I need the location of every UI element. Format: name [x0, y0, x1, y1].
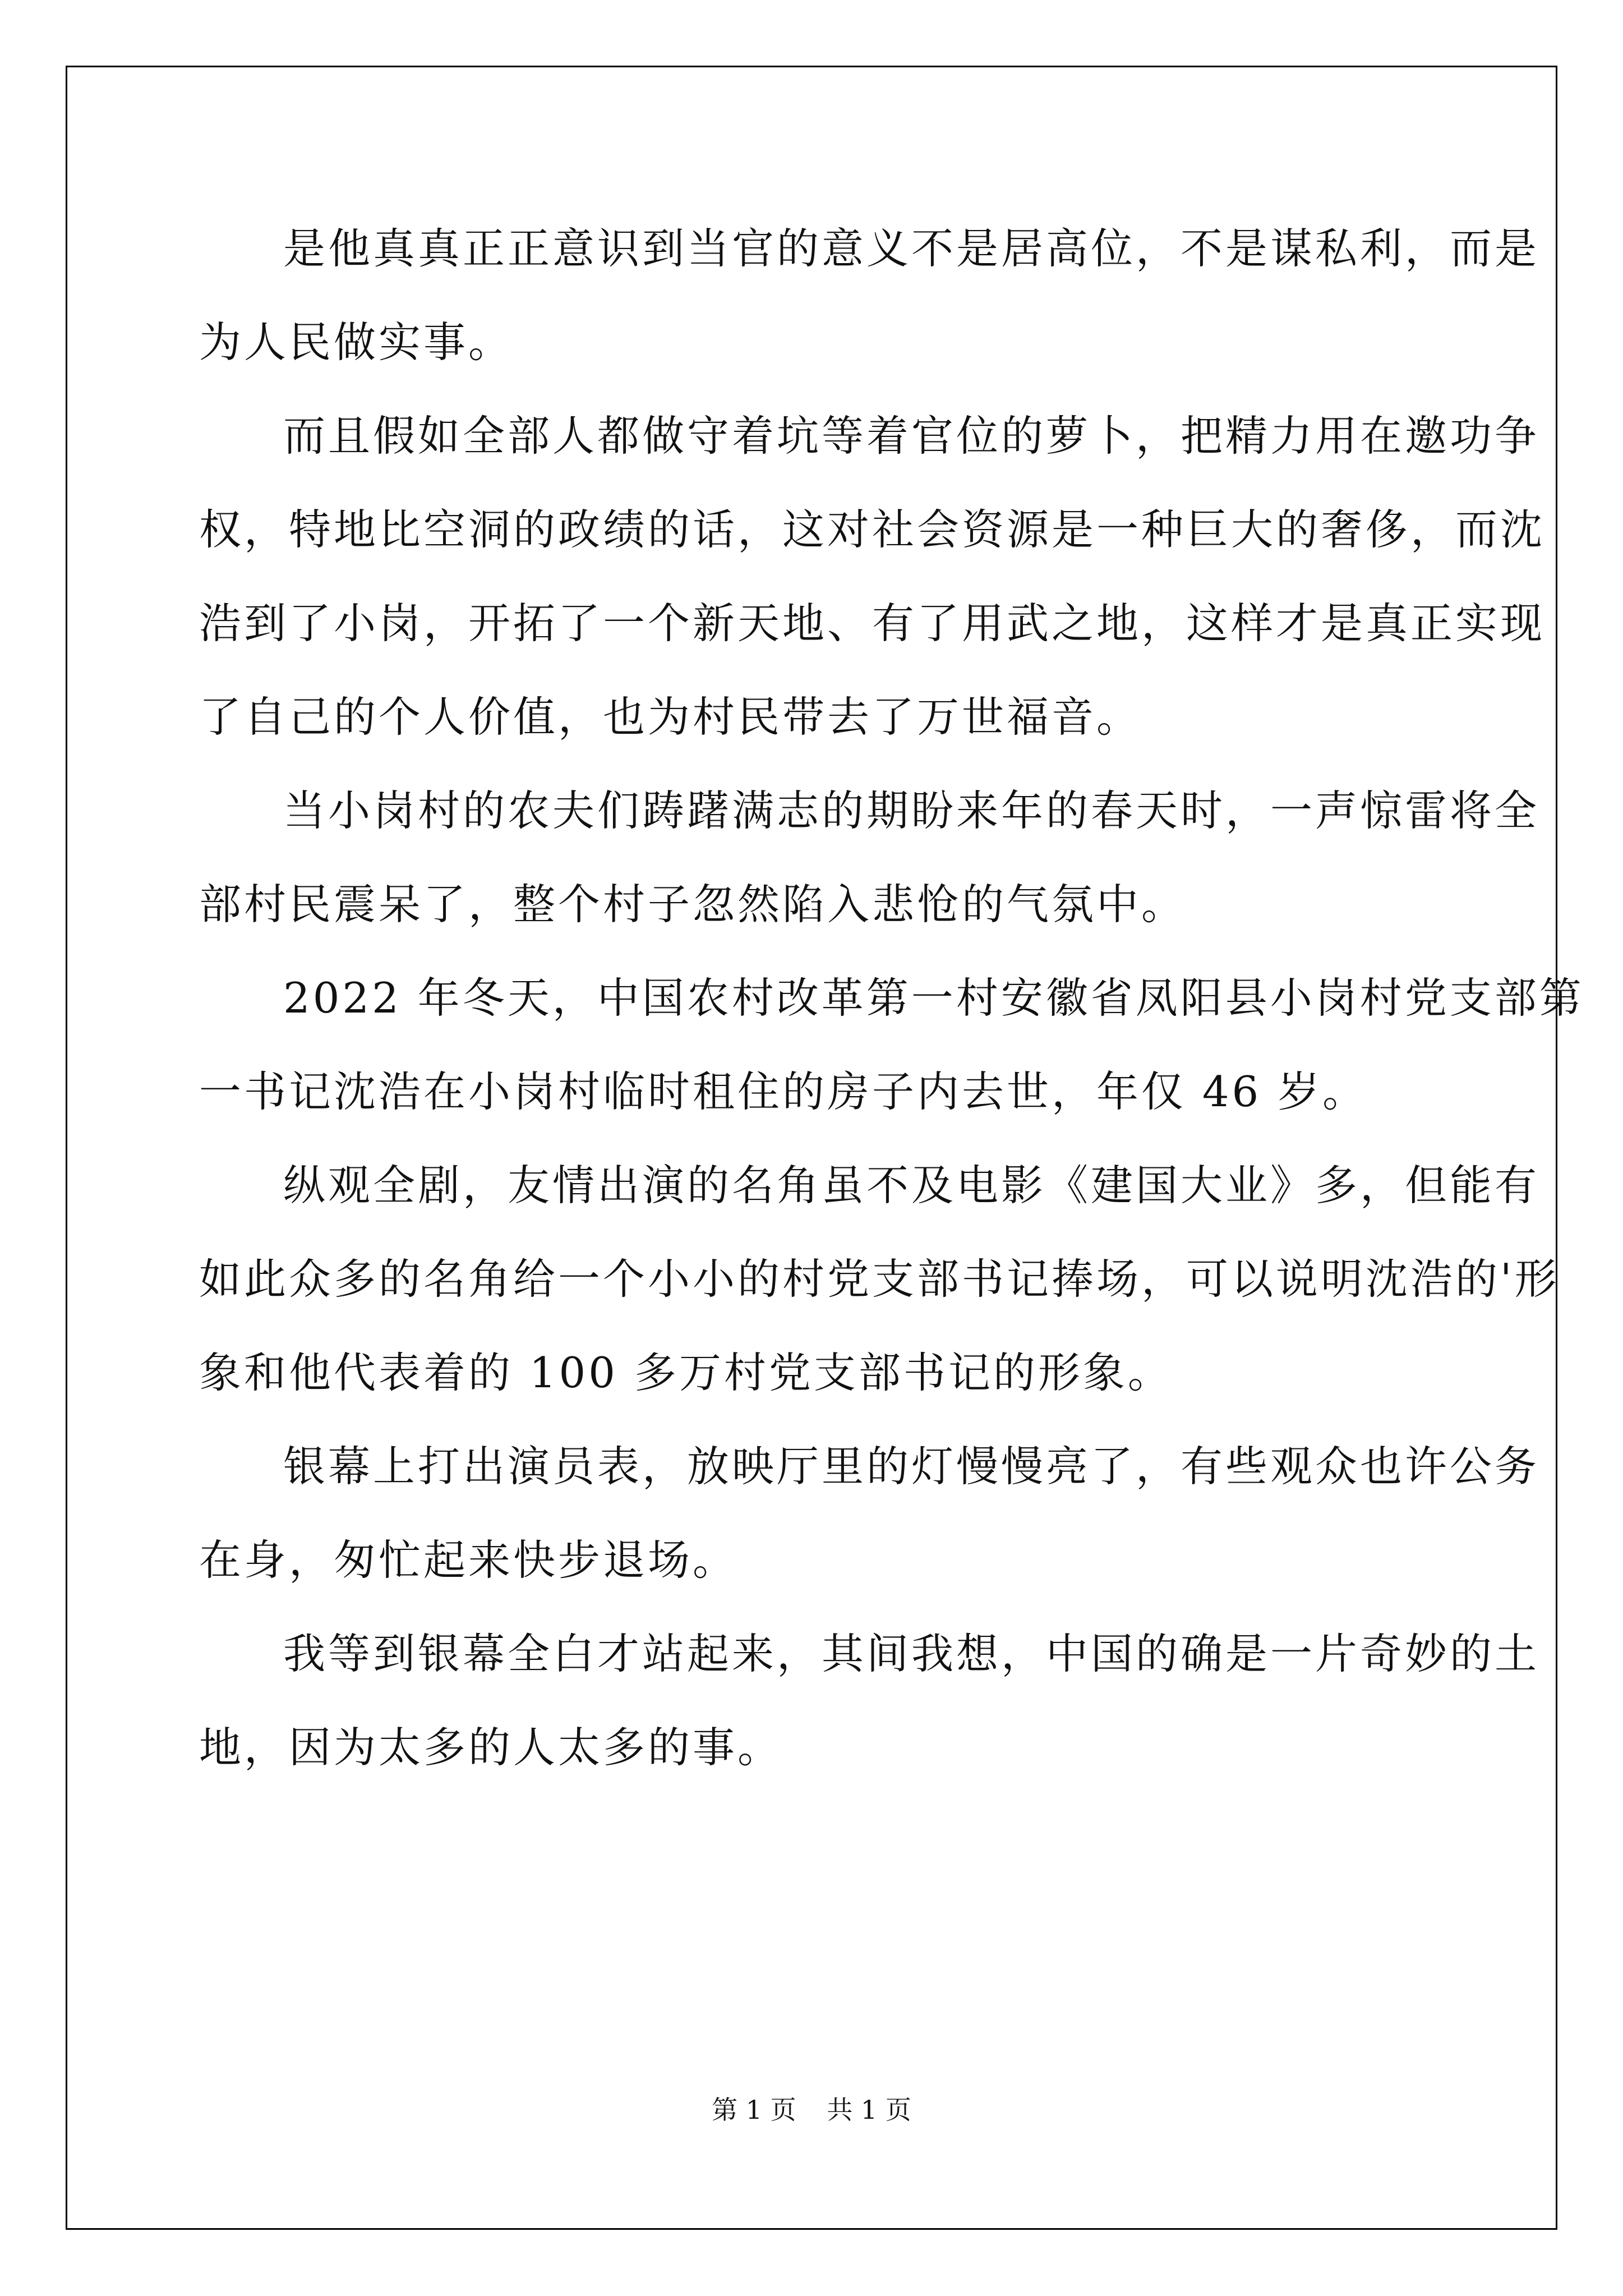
text-line: 纵观全剧，友情出演的名角虽不及电影《建国大业》多，但能有	[283, 1161, 1540, 1210]
text-line: 2022 年冬天，中国农村改革第一村安徽省凤阳县小岗村党支部第	[283, 973, 1584, 1023]
text-line: 象和他代表着的 100 多万村党支部书记的形象。	[199, 1348, 1173, 1397]
text-line: 在身，匆忙起来快步退场。	[199, 1535, 738, 1585]
text-line: 如此众多的名角给一个小小的村党支部书记捧场，可以说明沈浩的'形	[199, 1254, 1560, 1304]
page-number: 第 1 页	[712, 2095, 796, 2125]
paragraph	[199, 764, 1540, 951]
text-line: 部村民震呆了，整个村子忽然陷入悲怆的气氛中。	[199, 880, 1187, 929]
text-line: 为人民做实事。	[199, 318, 514, 367]
paragraph	[199, 1420, 1540, 1607]
paragraph	[199, 1607, 1540, 1795]
text-line: 是他真真正正意识到当官的意义不是居高位，不是谋私利，而是	[283, 224, 1540, 273]
text-line: 地，因为太多的人太多的事。	[199, 1723, 783, 1772]
paragraph	[199, 202, 1540, 389]
paragraph	[199, 389, 1546, 764]
paragraph	[199, 951, 1584, 1139]
page-footer	[0, 2090, 1623, 2127]
document-body	[199, 202, 1584, 1795]
text-line: 当小岗村的农夫们踌躇满志的期盼来年的春天时，一声惊雷将全	[283, 786, 1540, 835]
text-line: 一书记沈浩在小岗村临时租住的房子内去世，年仅 46 岁。	[199, 1067, 1368, 1116]
text-line: 了自己的个人价值，也为村民带去了万世福音。	[199, 692, 1142, 742]
text-line: 浩到了小岗，开拓了一个新天地、有了用武之地，这样才是真正实现	[199, 599, 1546, 648]
text-line: 而且假如全部人都做守着坑等着官位的萝卜，把精力用在邀功争	[283, 411, 1540, 461]
paragraph	[199, 1139, 1560, 1420]
text-line: 我等到银幕全白才站起来，其间我想，中国的确是一片奇妙的土	[283, 1629, 1540, 1678]
text-line: 权，特地比空洞的政绩的话，这对社会资源是一种巨大的奢侈，而沈	[199, 505, 1546, 554]
page-total: 共 1 页	[827, 2095, 911, 2125]
text-line: 银幕上打出演员表，放映厅里的灯慢慢亮了，有些观众也许公务	[283, 1442, 1540, 1491]
